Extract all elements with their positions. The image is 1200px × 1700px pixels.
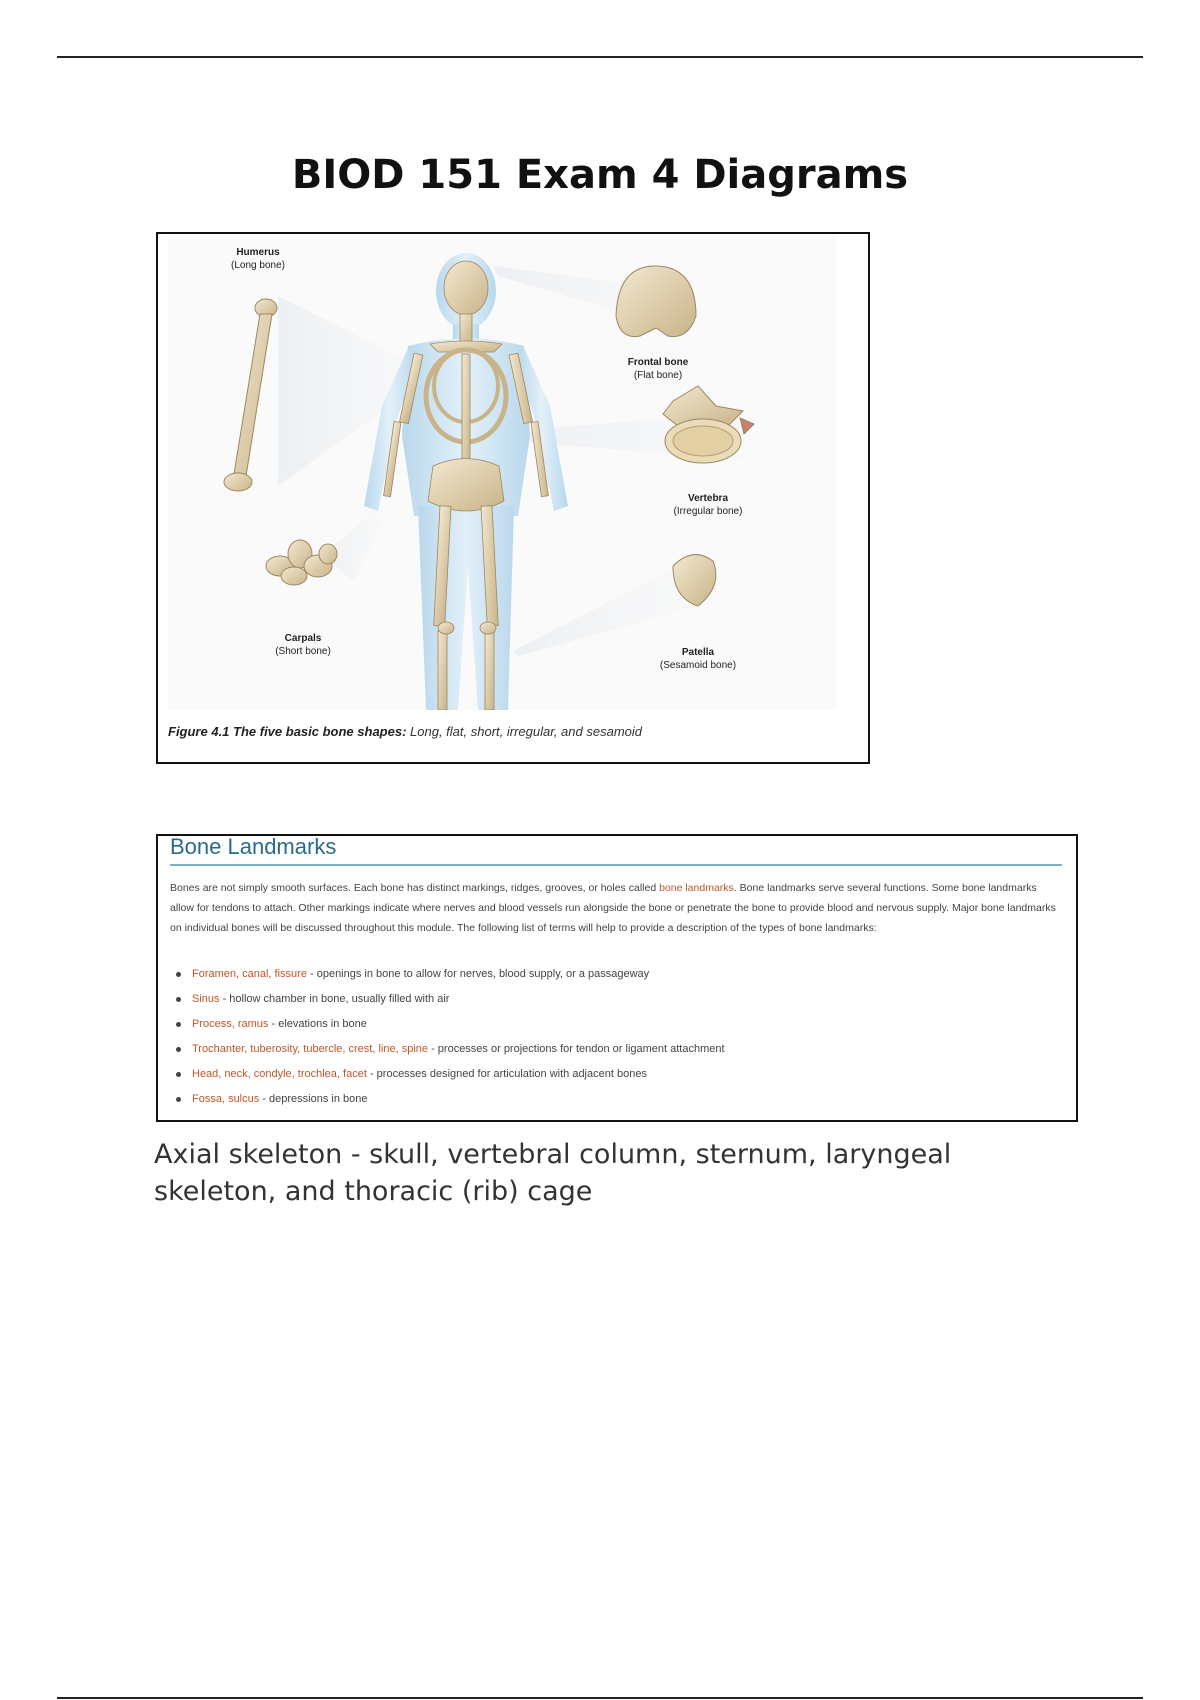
header-rule [57,56,1143,58]
frontal-bone [616,266,696,337]
bone-landmarks-panel [156,834,1078,1122]
carpals-label: Carpals (Short bone) [275,633,331,657]
page-title: BIOD 151 Exam 4 Diagrams [291,152,909,198]
landmark-types-list [170,962,725,1112]
figure-caption-text: Long, flat, short, irregular, and sesamoid [410,724,642,739]
vertebra-label: Vertebra (Irregular bone) [673,493,743,517]
bone-landmarks-link[interactable]: bone landmarks [659,882,734,894]
bone-shapes-figure [156,232,870,764]
list-item: Head, neck, condyle, trochlea, facet - processes designed for articulation with adjacent bones [170,1062,725,1087]
list-item: Fossa, sulcus - depressions in bone [170,1087,725,1112]
bone-landmarks-intro: Bones are not simply smooth surfaces. Each bone has distinct markings, ridges, grooves, or holes called bone landmarks. Bone landmarks serve several functions. Some bone landmarks allow for tendons to attach. Other markings indicate where nerves and blood vessels run alongside the bone or penetrate the bone to provide blood and nervous supply. Major bone landmarks on individual bones will be discussed throughout this module. The following list of terms will help to provide a description of the types of bone landmarks: [170,882,1056,934]
title-divider [170,864,1062,866]
axial-skeleton-note: Axial skeleton - skull, vertebral column, sternum, laryngeal skeleton, and thoracic (rib) cage [154,1139,952,1207]
list-item: Sinus - hollow chamber in bone, usually filled with air [170,987,725,1012]
frontal-bone-label: Frontal bone (Flat bone) [627,357,689,381]
bone-landmarks-title: Bone Landmarks [170,834,337,859]
list-item: Trochanter, tuberosity, tubercle, crest, line, spine - processes or projections for tendon or ligament attachment [170,1037,725,1062]
footer-rule [57,1697,1143,1699]
list-item: Foramen, canal, fissure - openings in bone to allow for nerves, blood supply, or a passageway [170,962,725,987]
figure-caption-label: Figure 4.1 The five basic bone shapes: [168,724,407,739]
list-item: Process, ramus - elevations in bone [170,1012,725,1037]
humerus-label: Humerus (Long bone) [231,247,285,271]
patella-label: Patella (Sesamoid bone) [659,647,737,671]
figure-caption [168,724,642,739]
